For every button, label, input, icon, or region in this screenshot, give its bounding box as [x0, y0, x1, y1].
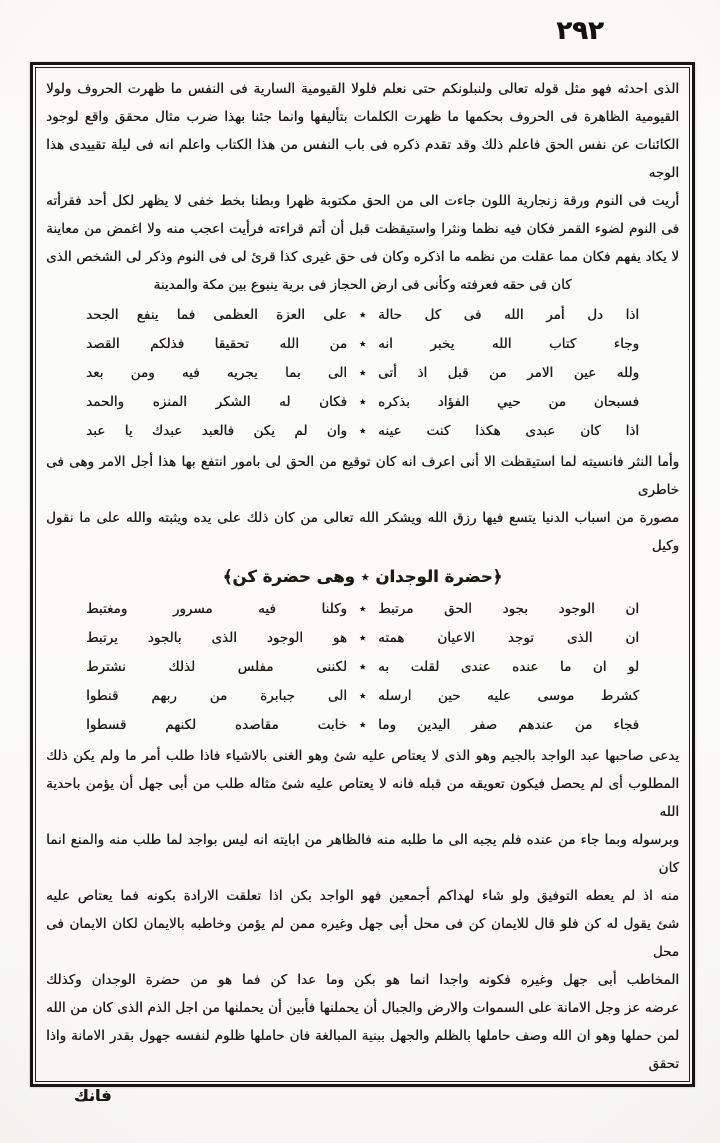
catchword: فانك	[74, 1086, 112, 1105]
hemistich-left: فكان له الشكر المنزه والحمد	[85, 394, 347, 410]
text-line: مصورة من اسباب الدنيا يتسع فيها رزق الله ويشكر الله تعالى من كان ذلك على يده ويثبته والله على ما نقول وكيل	[46, 510, 679, 554]
text-line: أريت فى النوم ورقة زنجارية اللون جاءت الى من الحق مكتوبة ظهرا وبطنا بخط خفى لا يظهر لكل أحد فقرأته	[46, 193, 679, 209]
hemistich-right: ان الوجود بجود الحق مرتبط	[378, 601, 640, 617]
hemistich-right: فسبحان من حيي الفؤاد بذكره	[378, 394, 640, 410]
verse-line	[84, 653, 641, 682]
page-frame-border	[30, 62, 695, 1087]
verse-block	[84, 301, 641, 446]
text-line: منه اذ لم يعطه التوفيق ولو شاء لهداكم أجمعين فهو الواجد بكن اذا تعلقت الارادة بكونه فما يعتاص عليه	[46, 888, 679, 904]
hemistich-left: هو الوجود الذى بالجود يرتبط	[85, 630, 347, 646]
verse-separator-icon: ٭	[358, 308, 367, 323]
hemistich-left: من الله تحقيقا فذلكم القصد	[85, 336, 347, 352]
verse-line	[84, 624, 641, 653]
hemistich-left: لكننى مفلس لذلك نشترط	[85, 659, 347, 675]
verse-block	[84, 595, 641, 740]
verse-line	[84, 301, 641, 330]
prose-block	[46, 75, 679, 299]
text-line: المطلوب أى لم يحصل فيكون تعويقه من قبله فانه لا يعتاص عليه شئ مثاله طلب من أبى جهل أن يؤمن باحدية الله	[46, 776, 679, 820]
text-line: يدعى صاحبها عبد الواجد بالجيم وهو الذى لا يعتاص عليه شئ وهو الغنى بالاشياء فاذا طلب أمر ما ولم يكن ذلك	[46, 748, 679, 764]
text-line: المخاطب أبى جهل وغيره فكونه واجدا انما هو بكن وما عدا كن فما هو من حضرة الوجدان وكذلك	[46, 972, 679, 988]
verse-line	[84, 388, 641, 417]
verse-separator-icon: ٭	[358, 424, 367, 439]
hemistich-right: اذا كان عبدى هكذا كنت عينه	[378, 423, 640, 439]
hemistich-right: وجاء كتاب الله يخبر انه	[378, 336, 640, 352]
text-line: عرضه عز وجل الامانة على السموات والارض والجبال أن يحملنها فأبين أن يحملنها من اجل الذم الذى كان من الله	[46, 1000, 679, 1016]
verse-separator-icon: ٭	[358, 602, 367, 617]
page-number: ٢٩٢	[556, 16, 604, 46]
text-line: وأما النثر فانسيته لما استيقظت الا أنى اعرف انه كان توقيع من الحق لى بامور انتفع بها هذا أجل الامر وهى فى خاطرى	[46, 454, 679, 498]
text-content	[35, 67, 690, 1082]
hemistich-left: وكلنا فيه مسرور ومغتبط	[85, 601, 347, 617]
text-line: القيومية الظاهرة فى الحروف بحكمها ما ظهرت الكلمات بتأليفها وانما جئنا بهذا ضرب مثال محقق واقع لوجود	[46, 109, 679, 125]
verse-line	[84, 595, 641, 624]
hemistich-right: لو ان ما عنده عندى لقلت به	[378, 659, 640, 675]
text-line: شئ يقول له كن فلو قال للايمان كن فى محل أبى جهل وغيره ممن لم يؤمن وخاطبه بالايمان لكان الايمان فى محل	[46, 916, 679, 960]
text-line: الكائنات عن نفس الحق فاعلم ذلك وقد تقدم ذكره فى باب النفس من هذا الكتاب واعلم انه فى ليلة تقييدى هذا الوجه	[46, 137, 679, 181]
verse-line	[84, 711, 641, 740]
hemistich-left: على العزة العظمى فما ينفع الجحد	[85, 307, 347, 323]
verse-line	[84, 682, 641, 711]
hemistich-right: ولله عين الامر من قبل اذ أتى	[378, 365, 640, 381]
verse-line	[84, 417, 641, 446]
hemistich-left: خابت مقاصده لكنهم قسطوا	[85, 717, 347, 733]
hemistich-right: فجاء من عندهم صفر اليدين وما	[378, 717, 640, 733]
hemistich-right: كشرط موسى عليه حين ارسله	[378, 688, 640, 704]
verse-separator-icon: ٭	[358, 631, 367, 646]
text-line: فى النوم لضوء القمر فكان فيه نظما ونثرا واستيقظت قبل أن أتم قراءته فرأيت اعجب منه ولا اغمض من معاينة	[46, 221, 679, 237]
verse-separator-icon: ٭	[358, 366, 367, 381]
verse-separator-icon: ٭	[358, 689, 367, 704]
hemistich-right: ان الذى توجد الاعيان همته	[378, 630, 640, 646]
hemistich-left: الى جبابرة من ربهم قنطوا	[85, 688, 347, 704]
text-line: الذى احدثه فهو مثل قوله تعالى ولنبلونكم حتى نعلم فلولا القيومية السارية فى النفس ما ظهرت الحروف ولولا	[46, 81, 679, 97]
prose-block	[46, 742, 679, 1082]
section-heading: ﴿حضرة الوجدان ٭ وهى حضرة كن﴾	[222, 567, 503, 586]
hemistich-right: اذا دل أمر الله فى كل حالة	[378, 307, 640, 323]
verse-line	[84, 330, 641, 359]
verse-separator-icon: ٭	[358, 337, 367, 352]
text-line: كان فى حقه فعرفته وكأنى فى ارض الحجاز فى برية ينبوع بين مكة والمدينة	[153, 277, 572, 293]
verse-separator-icon: ٭	[358, 395, 367, 410]
hemistich-left: وان لم يكن فالعبد عبدك يا عبد	[85, 423, 347, 439]
verse-separator-icon: ٭	[358, 718, 367, 733]
prose-block	[46, 448, 679, 560]
text-line: لمن حملها وهو ان الله وصف حاملها بالظلم والجهل ببنية المبالغة فان حاملها ظلوم لنفسه جهول بقدر الامانة واذا تحقق	[46, 1028, 679, 1072]
text-line	[46, 1078, 679, 1082]
text-line: وبرسوله وبما جاء من عنده فلم يجبه الى ما طلبه منه فالظاهر من ابايته انه ليس بواجد لما طلب منه والمنع انما كان	[46, 832, 679, 876]
hemistich-left: الى بما يجريه فيه ومن بعد	[85, 365, 347, 381]
text-line: لا يكاد يفهم فكان مما عقلت من نظمه ما اذكره وكان فى حق غيرى كذا قرئ لى فى النوم وذكر لى الشخص الذى	[46, 249, 679, 265]
verse-line	[84, 359, 641, 388]
verse-separator-icon: ٭	[358, 660, 367, 675]
